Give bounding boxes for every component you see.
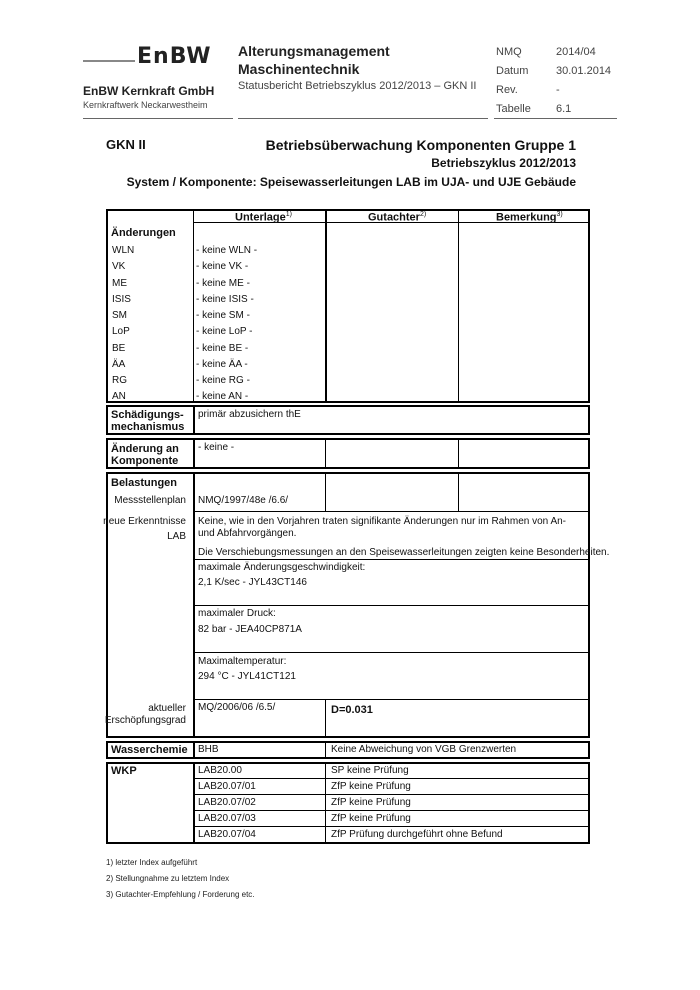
- belastungen-section: [103, 472, 610, 738]
- doc-title-line1: Alterungsmanagement: [238, 43, 390, 59]
- col-divider: [325, 764, 326, 842]
- col-divider: [325, 743, 326, 757]
- doc-title-line2: Maschinentechnik: [238, 61, 360, 77]
- row-divider: [193, 511, 588, 512]
- doc-subtitle: Statusbericht Betriebszyklus 2012/2013 – GKN II: [238, 80, 477, 92]
- change-value: - keine WLN -: [196, 245, 258, 256]
- footnote: 1) letzter Index aufgeführt: [106, 858, 198, 867]
- change-code: ÄA: [112, 359, 126, 370]
- messstellenplan-value: NMQ/1997/48e /6.6/: [198, 495, 289, 506]
- erschoepfung-value: D=0.031: [331, 704, 373, 716]
- header-divider: [238, 118, 488, 119]
- wkp-status: ZfP keine Prüfung: [331, 813, 411, 824]
- col-divider: [193, 440, 195, 467]
- meta-label-datum: Datum: [496, 65, 529, 77]
- erkenntnisse-text: Die Verschiebungsmessungen an den Speisewasserleitungen zeigten keine Besonderheiten.: [198, 547, 610, 558]
- col-divider: [458, 440, 459, 467]
- col-divider: [193, 743, 195, 757]
- col-divider: [193, 211, 194, 401]
- max-temp-label: Maximaltemperatur:: [198, 656, 287, 667]
- wasserchemie-value: BHB: [198, 744, 219, 755]
- system-title: System / Komponente: Speisewasserleitungen LAB im UJA- und UJE Gebäude: [126, 175, 576, 189]
- max-pressure-label: maximaler Druck:: [198, 608, 276, 619]
- wasserchemie-comment: Keine Abweichung von VGB Grenzwerten: [331, 744, 517, 755]
- change-code: ISIS: [112, 294, 131, 305]
- col-header-unterlage: Unterlage$^{1)}$: [235, 211, 292, 224]
- plant-name: Kernkraftwerk Neckarwestheim: [83, 100, 208, 110]
- main-title: Betriebsüberwachung Komponenten Gruppe 1: [265, 137, 576, 153]
- meta-label-nmq: NMQ: [496, 46, 522, 58]
- row-divider: [193, 559, 588, 560]
- wkp-status: ZfP Prüfung durchgeführt ohne Befund: [331, 829, 503, 840]
- logo-rule: [83, 60, 135, 62]
- max-rate-label: maximale Änderungsgeschwindigkeit:: [198, 562, 366, 573]
- change-value: - keine SM -: [196, 310, 250, 321]
- meta-value-rev: -: [556, 84, 560, 96]
- row-divider: [193, 778, 588, 779]
- row-divider: [193, 826, 588, 827]
- aenderung-komponente-label: Komponente: [111, 455, 179, 467]
- wkp-id: LAB20.07/01: [198, 781, 256, 792]
- meta-labels: [496, 43, 531, 119]
- meta-value-datum: 30.01.2014: [556, 65, 612, 77]
- header-divider: [83, 118, 233, 119]
- col-divider: [325, 699, 326, 736]
- max-temp-value: 294 °C - JYL41CT121: [198, 671, 296, 682]
- aenderung-komponente-label: Änderung an: [111, 443, 179, 455]
- wkp-status: ZfP keine Prüfung: [331, 797, 411, 808]
- erkenntnisse-label: LAB: [167, 531, 186, 542]
- change-code: AN: [112, 391, 126, 402]
- schaedigung-section: [106, 405, 590, 435]
- meta-values: [556, 43, 611, 119]
- unit-label: GKN II: [106, 137, 146, 152]
- change-code: LoP: [112, 326, 130, 337]
- wasserchemie-label: Wasserchemie: [111, 744, 188, 756]
- aenderung-komponente-value: - keine -: [198, 442, 235, 453]
- change-value: - keine BE -: [196, 343, 249, 354]
- col-header-bemerkung: Bemerkung$^{3)}$: [496, 211, 563, 224]
- row-divider: [193, 699, 588, 700]
- col-divider: [193, 407, 195, 433]
- change-code: SM: [112, 310, 127, 321]
- row-divider: [193, 810, 588, 811]
- row-divider: [193, 652, 588, 653]
- wkp-status: ZfP keine Prüfung: [331, 781, 411, 792]
- aenderungen-heading: Änderungen: [111, 227, 176, 239]
- header-divider: [494, 118, 617, 119]
- erschoepfung-ref: MQ/2006/06 /6.5/: [198, 702, 276, 713]
- change-code: VK: [112, 261, 126, 272]
- wkp-status: SP keine Prüfung: [331, 765, 409, 776]
- wkp-id: LAB20.07/04: [198, 829, 256, 840]
- max-pressure-value: 82 bar - JEA40CP871A: [198, 624, 302, 635]
- col-divider: [193, 764, 195, 842]
- change-value: - keine ÄA -: [196, 359, 248, 370]
- change-value: - keine AN -: [196, 391, 249, 402]
- col-divider: [458, 474, 459, 511]
- wasserchemie-section: [106, 741, 590, 759]
- col-header-gutachter: Gutachter$^{2)}$: [368, 211, 427, 224]
- enbw-logo: EnBW: [137, 44, 212, 69]
- aenderung-komponente-section: [106, 438, 590, 469]
- wkp-id: LAB20.07/02: [198, 797, 256, 808]
- schaedigung-label: mechanismus: [111, 421, 185, 433]
- footnote: 2) Stellungnahme zu letztem Index: [106, 874, 230, 883]
- col-divider: [325, 211, 327, 401]
- wkp-label: WKP: [111, 765, 137, 777]
- change-code: WLN: [112, 245, 135, 256]
- erkenntnisse-label: neue Erkenntnisse: [103, 516, 186, 527]
- col-divider: [458, 211, 459, 401]
- wkp-id: LAB20.00: [198, 765, 242, 776]
- wkp-id: LAB20.07/03: [198, 813, 256, 824]
- company-name: EnBW Kernkraft GmbH: [83, 84, 215, 98]
- cycle-title: Betriebszyklus 2012/2013: [431, 156, 576, 170]
- belastungen-heading: Belastungen: [111, 477, 178, 489]
- schaedigung-label: Schädigungs-: [111, 409, 184, 421]
- footnote: 3) Gutachter-Empfehlung / Forderung etc.: [106, 890, 255, 899]
- erschoepfung-label: aktueller: [148, 703, 186, 714]
- erschoepfung-label: Erschöpfungsgrad: [104, 715, 186, 726]
- row-divider: [193, 605, 588, 606]
- wkp-section: [106, 762, 590, 844]
- erkenntnisse-text: Keine, wie in den Vorjahren traten signifikante Änderungen nur im Rahmen von An- und Abfahrvorgängen.: [198, 516, 567, 539]
- aenderungen-section: [106, 209, 590, 403]
- col-divider: [325, 440, 326, 467]
- change-value: - keine ISIS -: [196, 294, 254, 305]
- meta-value-nmq: 2014/04: [556, 46, 596, 58]
- change-value: - keine ME -: [196, 278, 250, 289]
- change-code: BE: [112, 343, 126, 354]
- change-value: - keine RG -: [196, 375, 250, 386]
- col-divider: [325, 474, 326, 511]
- change-code: ME: [112, 278, 127, 289]
- meta-value-tabelle: 6.1: [556, 103, 572, 115]
- max-rate-value: 2,1 K/sec - JYL43CT146: [198, 577, 307, 588]
- meta-label-rev: Rev.: [496, 84, 518, 96]
- change-code: RG: [112, 375, 127, 386]
- change-value: - keine VK -: [196, 261, 249, 272]
- messstellenplan-label: Messstellenplan: [114, 495, 186, 506]
- meta-label-tabelle: Tabelle: [496, 103, 531, 115]
- schaedigung-value: primär abzusichern thE: [198, 409, 301, 420]
- row-divider: [193, 794, 588, 795]
- change-value: - keine LoP -: [196, 326, 253, 337]
